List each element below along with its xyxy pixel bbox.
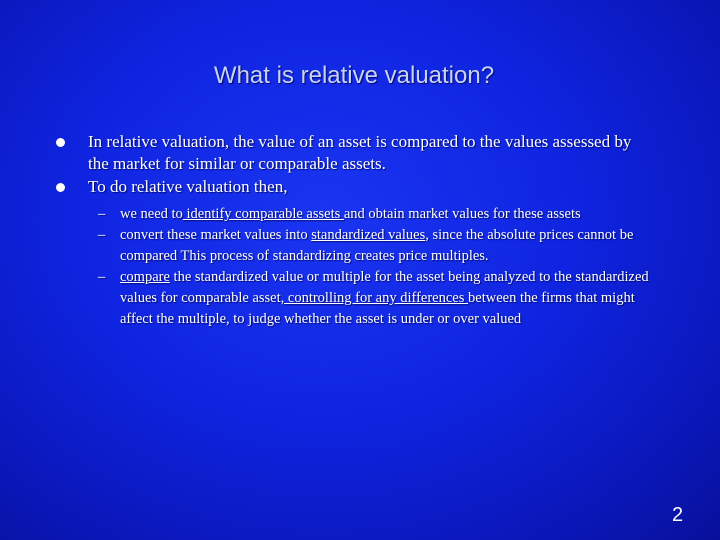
sub-bullet-text: , since the absolute prices cannot be compared This process of standardizing creates price multiples. [120, 227, 634, 264]
sub-bullet-list [98, 204, 650, 330]
sub-bullet-text: between the firms that might affect the multiple, to judge whether the asset is under or over valued [120, 290, 635, 327]
underlined-phrase: , controlling for any differences [280, 290, 469, 306]
underlined-phrase: standardized values [311, 227, 426, 243]
slide-title: What is relative valuation? [213, 62, 495, 89]
bullet-item [56, 176, 656, 198]
bullet-text: To do relative valuation then, [88, 177, 288, 196]
bullet-dot-icon [56, 138, 65, 147]
bullet-item [56, 131, 656, 175]
underlined-phrase: compare [120, 269, 170, 285]
dash-icon: – [98, 227, 106, 243]
sub-bullet-text: and obtain market values for these assets [343, 206, 581, 222]
bullet-text: In relative valuation, the value of an asset is compared to the values assessed by the market for similar or comparable assets. [88, 132, 632, 173]
page-number: 2 [672, 504, 684, 526]
sub-bullet-item [98, 267, 650, 330]
dash-icon: – [98, 206, 106, 222]
sub-bullet-text: the standardized value or multiple for the asset being analyzed to the standardized values for comparable asset [120, 269, 649, 306]
sub-bullet-text: we need to [120, 206, 183, 222]
bullet-dot-icon [56, 183, 65, 192]
underlined-phrase: identify comparable assets [182, 206, 344, 222]
sub-bullet-item [98, 225, 650, 267]
sub-bullet-text: convert these market values into [120, 227, 312, 243]
dash-icon: – [98, 269, 106, 285]
sub-bullet-item [98, 204, 650, 225]
bullet-list [56, 131, 656, 330]
